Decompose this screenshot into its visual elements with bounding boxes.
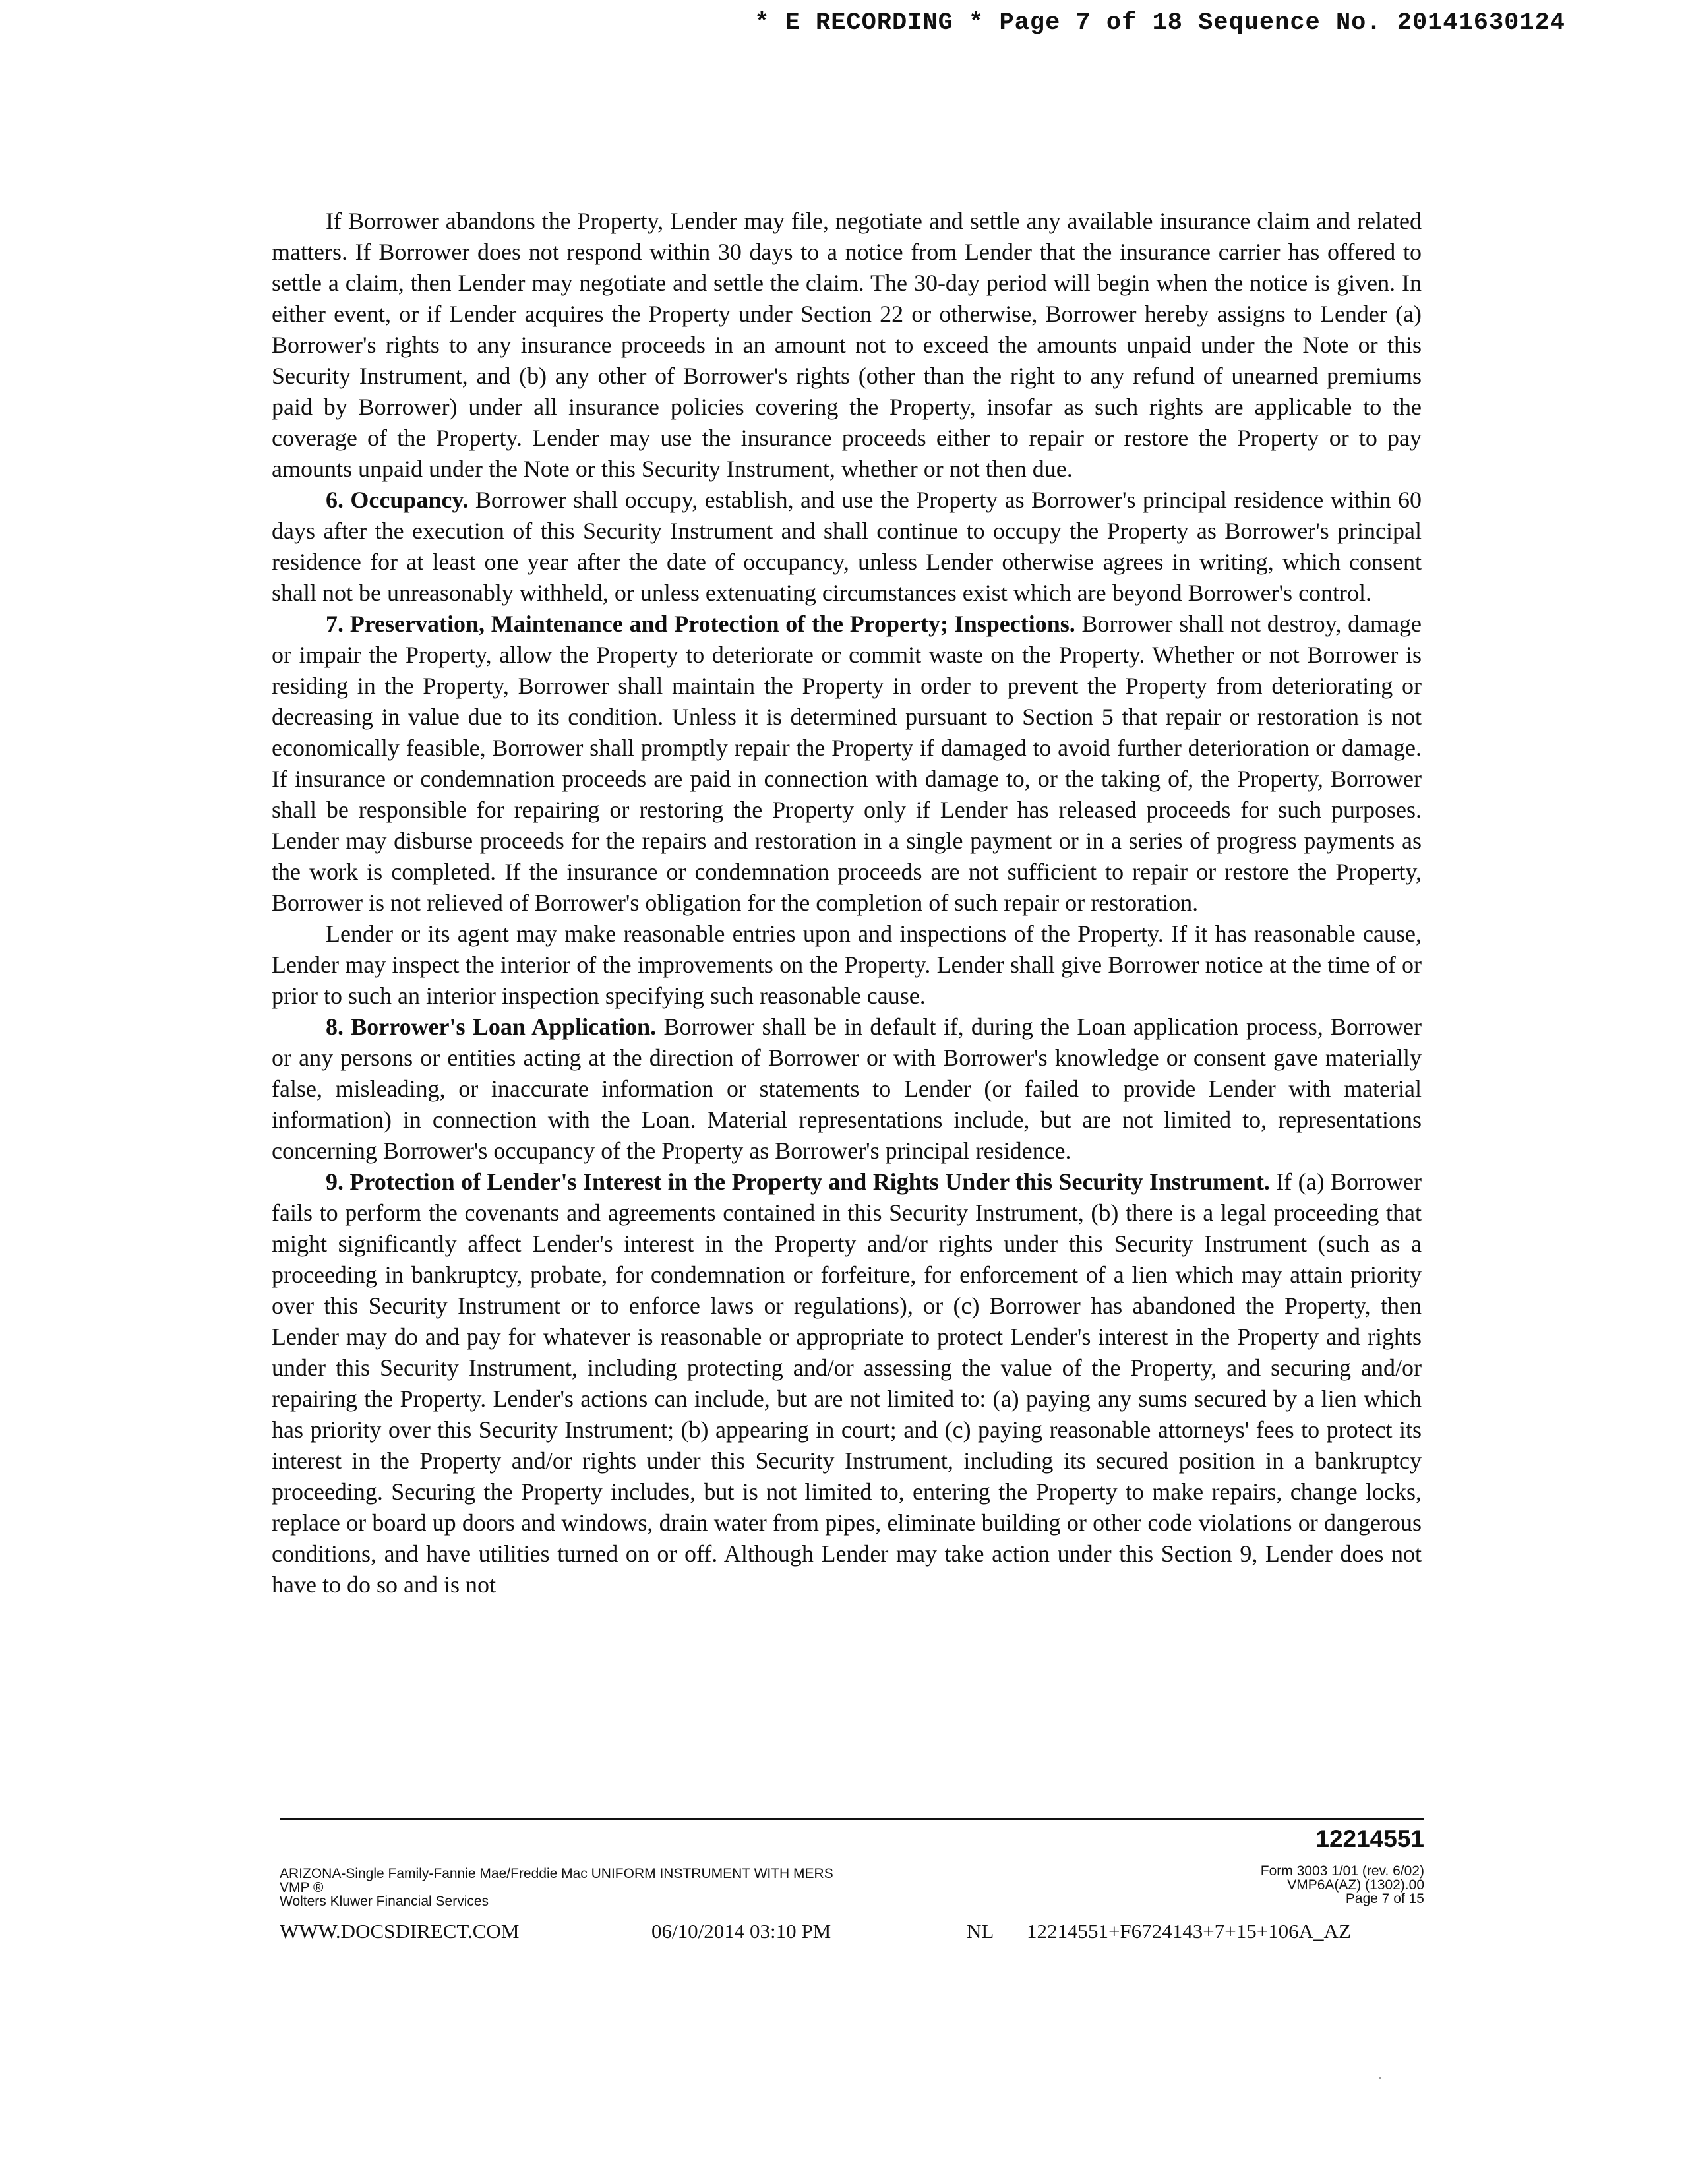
paragraph-text: Borrower shall not destroy, damage or impair the Property, allow the Property to deteriorate or commit waste on the Property. Whether or not Borrower is residing in the Property, Borrower shall maintain the Property in order to prevent the Property from deteriorating or decreasing in value due to its condition. Unless it is determined pursuant to Section 5 that repair or restoration is not economically feasible, Borrower shall promptly repair the Property if damaged to avoid further deterioration or damage. If insurance or condemnation proceeds are paid in connection with damage to, or the taking of, the Property, Borrower shall be responsible for repairing or restoring the Property only if Lender has released proceeds for such purposes. Lender may disburse proceeds for the repairs and restoration in a single payment or in a series of progress payments as the work is completed. If the insurance or condemnation proceeds are not sufficient to repair or restore the Property, Borrower is not relieved of Borrower's obligation for the completion of such repair or restoration. <box>272 611 1422 916</box>
vmp-code: VMP6A(AZ) (1302).00 <box>1287 1877 1424 1893</box>
paragraph-protection-of-interest <box>272 1167 1422 1600</box>
footer-divider <box>280 1818 1424 1820</box>
document-body <box>272 206 1422 1600</box>
section-heading: 9. Protection of Lender's Interest in the Property and Rights Under this Security Instrument. <box>326 1168 1270 1195</box>
section-heading: 6. Occupancy. <box>326 487 469 513</box>
paragraph-text: Borrower shall be in default if, during the Loan application process, Borrower or any persons or entities acting at the direction of Borrower or with Borrower's knowledge or consent gave materially false, misleading, or inaccurate information or statements to Lender (or failed to provide Lender with material information) in connection with the Loan. Material representations include, but are not limited to, representations concerning Borrower's occupancy of the Property as Borrower's principal residence. <box>272 1014 1422 1164</box>
vmp-mark: VMP ® <box>280 1880 324 1895</box>
form-title: ARIZONA-Single Family-Fannie Mae/Freddie Mac UNIFORM INSTRUMENT WITH MERS <box>280 1866 833 1881</box>
footer-left-block <box>280 1867 833 1908</box>
paragraph-text: Borrower shall occupy, establish, and use the Property as Borrower's principal residence within 60 days after the execution of this Security Instrument and shall continue to occupy the Property as Borrower's principal residence for at least one year after the date of occupancy, unless Lender otherwise agrees in writing, which consent shall not be unreasonably withheld, or unless extenuating circumstances exist which are beyond Borrower's control. <box>272 487 1422 606</box>
paragraph-loan-application <box>272 1012 1422 1167</box>
initials: NL <box>967 1920 994 1943</box>
paragraph-text: If Borrower abandons the Property, Lender may file, negotiate and settle any available insurance claim and related matters. If Borrower does not respond within 30 days to a notice from Lender that the insurance carrier has offered to settle a claim, then Lender may negotiate and settle the claim. The 30-day period will begin when the notice is given. In either event, or if Lender acquires the Property under Section 22 or otherwise, Borrower hereby assigns to Lender (a) Borrower's rights to any insurance proceeds in an amount not to exceed the amounts unpaid under the Note or this Security Instrument, and (b) any other of Borrower's rights (other than the right to any refund of unearned premiums paid by Borrower) under all insurance policies covering the Property, insofar as such rights are applicable to the coverage of the Property. Lender may use the insurance proceeds either to repair or restore the Property or to pay amounts unpaid under the Note or this Security Instrument, whether or not then due. <box>272 208 1422 482</box>
section-heading: 7. Preservation, Maintenance and Protection of the Property; Inspections. <box>326 611 1075 637</box>
paragraph-occupancy <box>272 485 1422 609</box>
paragraph-insurance-abandonment <box>272 206 1422 485</box>
print-datetime: 06/10/2014 03:10 PM <box>651 1920 831 1943</box>
publisher-name: Wolters Kluwer Financial Services <box>280 1894 489 1909</box>
loan-number: 12214551 <box>1315 1825 1424 1852</box>
website-link: WWW.DOCSDIRECT.COM <box>280 1920 520 1943</box>
section-heading: 8. Borrower's Loan Application. <box>326 1014 657 1040</box>
document-code: 12214551+F6724143+7+15+106A_AZ <box>1027 1920 1351 1943</box>
footer-right-block <box>1261 1864 1424 1906</box>
form-number: Form 3003 1/01 (rev. 6/02) <box>1260 1864 1424 1879</box>
paragraph-text: Lender or its agent may make reasonable entries upon and inspections of the Property. If it has reasonable cause, Lender may inspect the interior of the improvements on the Property. Lender shall give Borrower notice at the time of or prior to such an interior inspection specifying such reasonable cause. <box>272 921 1422 1009</box>
scan-speck <box>1379 2077 1381 2079</box>
paragraph-text: If (a) Borrower fails to perform the covenants and agreements contained in this Security Instrument, (b) there is a legal proceeding that might significantly affect Lender's interest in the Property and/or rights under this Security Instrument (such as a proceeding in bankruptcy, probate, for condemnation or forfeiture, for enforcement of a lien which may attain priority over this Security Instrument or to enforce laws or regulations), or (c) Borrower has abandoned the Property, then Lender may do and pay for whatever is reasonable or appropriate to protect Lender's interest in the Property and rights under this Security Instrument, including protecting and/or assessing the value of the Property, and securing and/or repairing the Property. Lender's actions can include, but are not limited to: (a) paying any sums secured by a lien which has priority over this Security Instrument; (b) appearing in court; and (c) paying reasonable attorneys' fees to protect its interest in the Property and/or rights under this Security Instrument, including its secured position in a bankruptcy proceeding. Securing the Property includes, but is not limited to, entering the Property to make repairs, change locks, replace or board up doors and windows, drain water from pipes, eliminate building or other code violations or dangerous conditions, and have utilities turned on or off. Although Lender may take action under this Section 9, Lender does not have to do so and is not <box>272 1168 1422 1598</box>
paragraph-preservation <box>272 609 1422 919</box>
recording-header: * E RECORDING * Page 7 of 18 Sequence No. 20141630124 <box>754 9 1565 37</box>
paragraph-inspections <box>272 919 1422 1012</box>
page-indicator: Page 7 of 15 <box>1345 1891 1424 1906</box>
